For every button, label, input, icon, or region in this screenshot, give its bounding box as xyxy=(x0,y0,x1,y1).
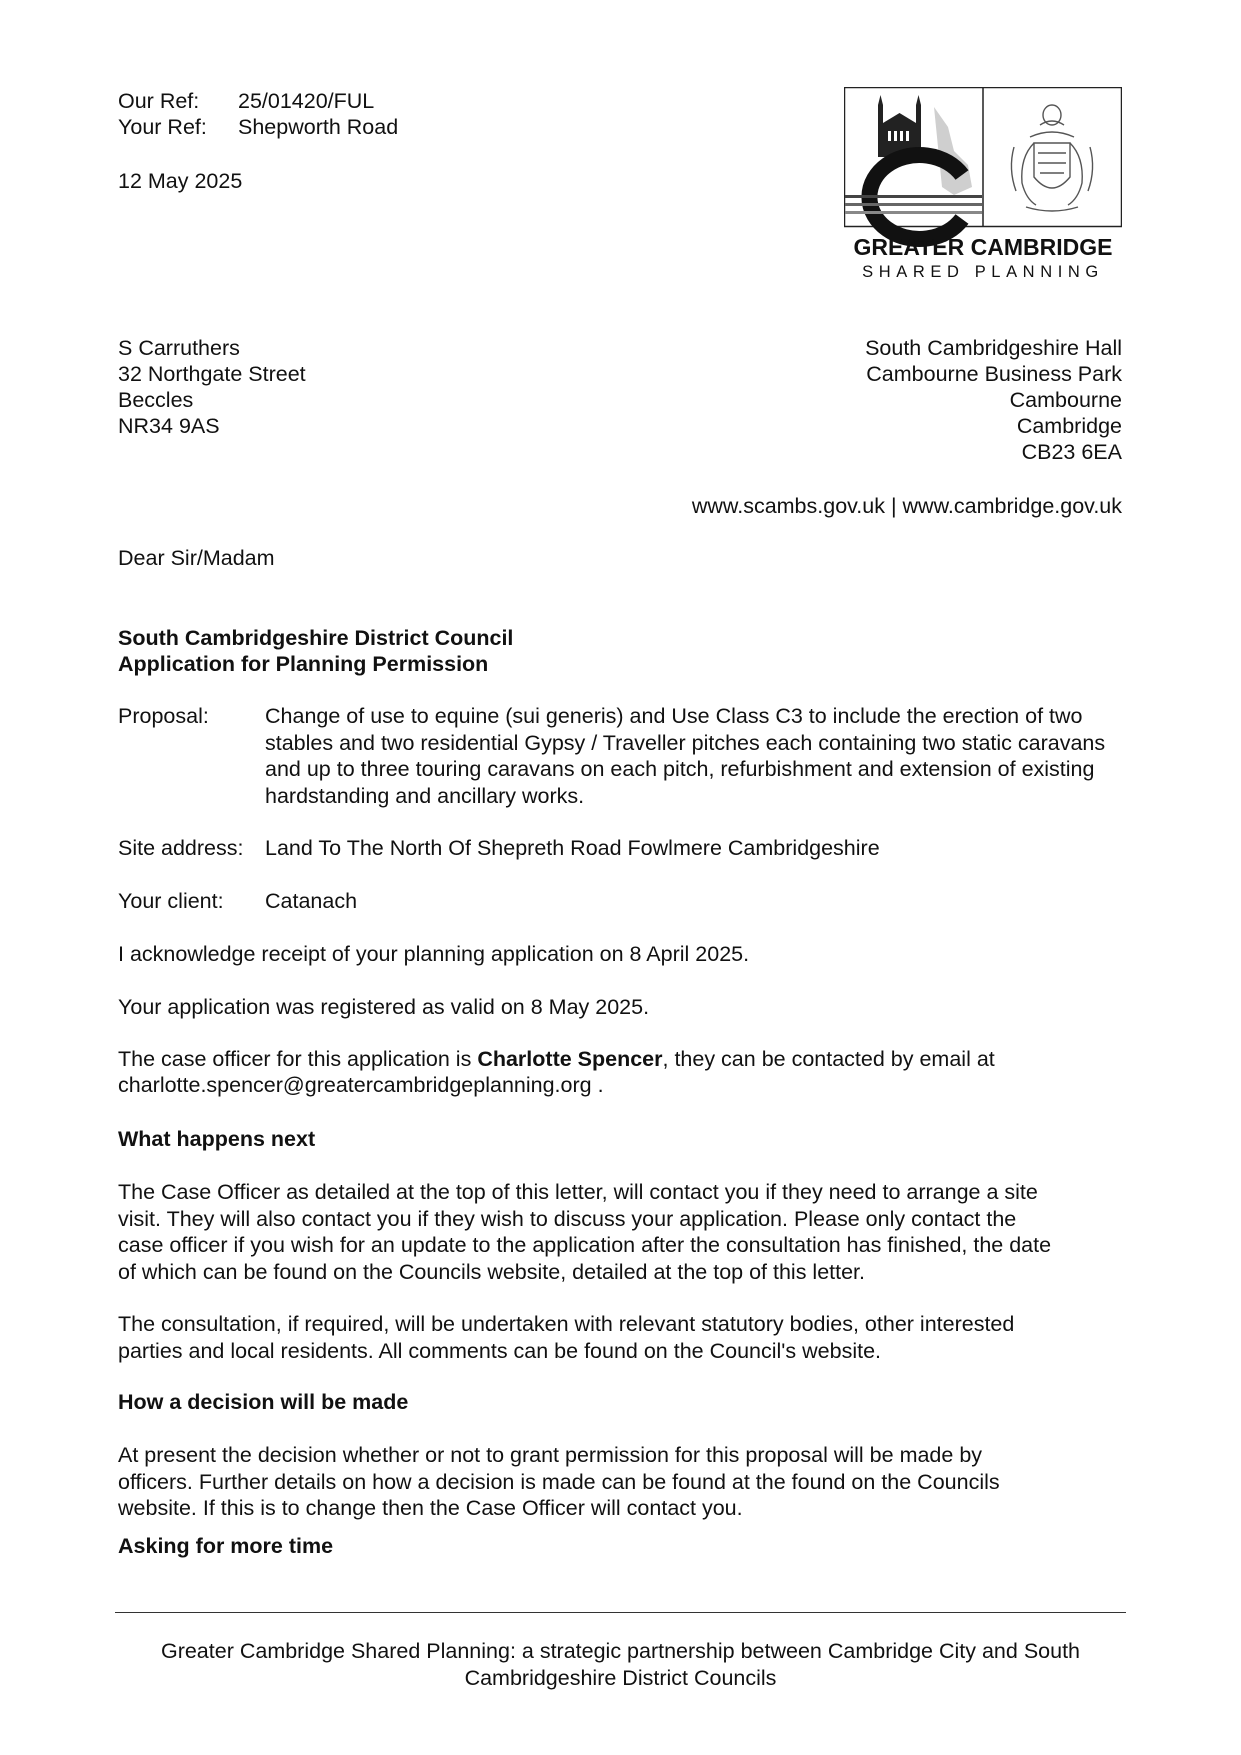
paragraph-line: parties and local residents. All comments can be found on the Council's website. xyxy=(118,1338,881,1363)
case-officer-text xyxy=(118,1046,995,1072)
recipient-line: S Carruthers xyxy=(118,336,240,360)
sender-line: Cambourne Business Park xyxy=(866,362,1122,386)
site-address-row xyxy=(118,835,1118,862)
client-row xyxy=(118,888,1118,915)
decision-heading: How a decision will be made xyxy=(118,1390,409,1414)
proposal-label: Proposal: xyxy=(118,704,209,728)
case-officer-post: , they can be contacted by email at xyxy=(662,1047,995,1071)
client-label: Your client: xyxy=(118,889,224,913)
heading-application: Application for Planning Permission xyxy=(118,652,489,676)
paragraph-line: At present the decision whether or not to grant permission for this proposal will be made by xyxy=(118,1443,983,1467)
site-address-label: Site address: xyxy=(118,836,244,860)
your-ref-value: Shepworth Road xyxy=(238,115,399,139)
paragraph-line: visit. They will also contact you if they wish to discuss your application. Please only contact the xyxy=(118,1206,1017,1231)
logo-title: GREATER CAMBRIDGE xyxy=(853,234,1113,260)
footer-divider xyxy=(115,1612,1126,1613)
client-value: Catanach xyxy=(265,889,358,913)
website-links: www.scambs.gov.uk | www.cambridge.gov.uk xyxy=(691,494,1122,518)
next-paragraph-1 xyxy=(118,1179,1128,1285)
site-address-value: Land To The North Of Shepreth Road Fowlmere Cambridgeshire xyxy=(265,836,880,860)
registered-text: Your application was registered as valid on 8 May 2025. xyxy=(118,995,650,1019)
sender-line: South Cambridgeshire Hall xyxy=(865,336,1122,360)
recipient-line: Beccles xyxy=(118,388,194,412)
recipient-line: 32 Northgate Street xyxy=(118,362,306,386)
paragraph-line: case officer if you wish for an update to the application after the consultation has finished, the date xyxy=(118,1233,1052,1257)
salutation: Dear Sir/Madam xyxy=(118,546,275,570)
sender-line: Cambridge xyxy=(1016,414,1122,438)
logo-subtitle: SHARED PLANNING xyxy=(862,263,1104,281)
paragraph-line: officers. Further details on how a decision is made can be found at the found on the Councils xyxy=(118,1469,1000,1494)
proposal-value: Change of use to equine (sui generis) and Use Class C3 to include the erection of two stables and two residential Gypsy / Traveller pitches each containing two static caravans and up to three touring caravans on each pitch, refurbishment and extension of existing hardstanding and ancillary works. xyxy=(265,704,1106,808)
footer-text: Greater Cambridge Shared Planning: a strategic partnership between Cambridge City and South Cambridgeshire District Councils xyxy=(160,1639,1081,1690)
our-ref-value: 25/01420/FUL xyxy=(238,89,375,113)
paragraph-line: of which can be found on the Councils website, detailed at the top of this letter. xyxy=(118,1259,865,1284)
your-ref-label: Your Ref: xyxy=(118,115,207,139)
receipt-text: I acknowledge receipt of your planning application on 8 April 2025. xyxy=(118,942,750,966)
next-heading: What happens next xyxy=(118,1127,316,1151)
sender-line: CB23 6EA xyxy=(1021,440,1122,464)
paragraph-line: website. If this is to change then the Case Officer will contact you. xyxy=(118,1496,743,1520)
our-ref-label: Our Ref: xyxy=(118,89,200,113)
heading-council: South Cambridgeshire District Council xyxy=(118,626,514,650)
sender-line: Cambourne xyxy=(1009,388,1122,412)
case-officer-pre: The case officer for this application is xyxy=(118,1047,478,1071)
case-officer-email: charlotte.spencer@greatercambridgeplanning.org . xyxy=(118,1073,604,1097)
case-officer-name: Charlotte Spencer xyxy=(477,1047,663,1071)
paragraph-line: The Case Officer as detailed at the top of this letter, will contact you if they need to arrange a site xyxy=(118,1180,1038,1204)
paragraph-line: The consultation, if required, will be undertaken with relevant statutory bodies, other interested xyxy=(118,1312,1015,1336)
decision-paragraph xyxy=(118,1442,1128,1522)
recipient-line: NR34 9AS xyxy=(118,414,220,438)
next-paragraph-2 xyxy=(118,1311,1128,1364)
letter-date: 12 May 2025 xyxy=(118,169,243,193)
proposal-row xyxy=(118,703,1118,813)
more-time-heading: Asking for more time xyxy=(118,1534,334,1558)
